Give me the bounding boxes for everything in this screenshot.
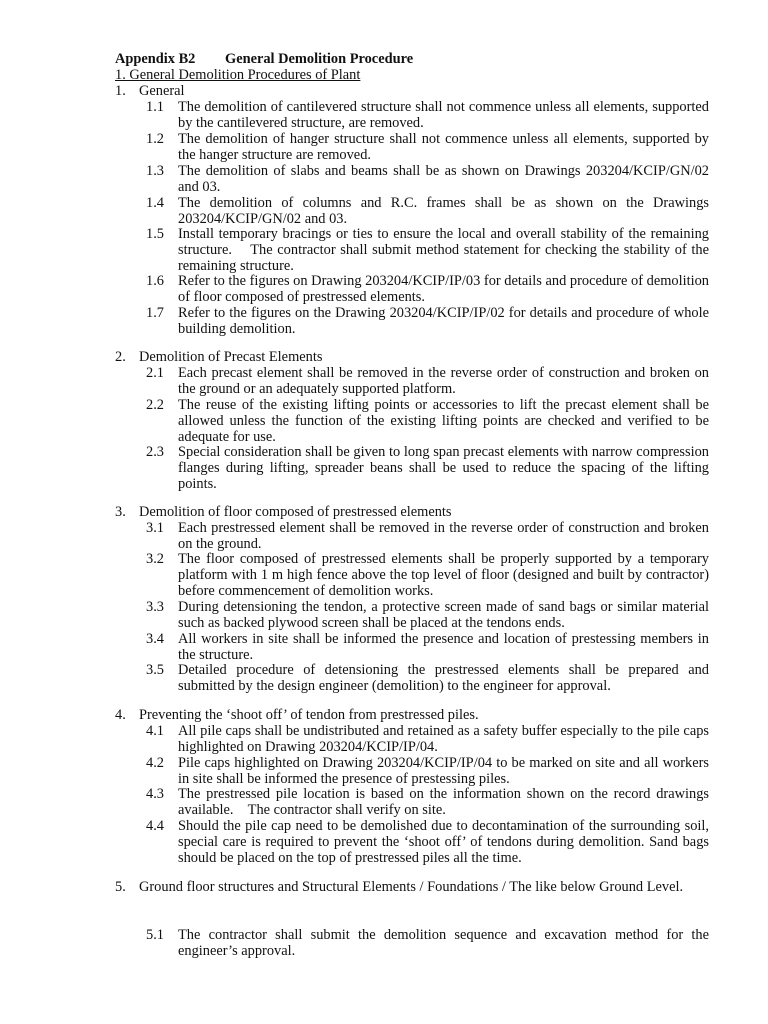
document-subtitle: 1. General Demolition Procedures of Plant (115, 67, 361, 83)
appendix-label: Appendix B2 (115, 51, 196, 67)
appendix-title (115, 52, 413, 68)
document-title: General Demolition Procedure (225, 51, 414, 67)
document-page: Appendix B2 General Demolition Procedure 1. General Demolition Procedures of Plant 1. General 1.1 The demolition of cantilevered structure shall not commence unless all elements, supported by the cantilevered structure, are removed. 1.2 The demolition of hanger structure shall not commence unless all elements, supported by the hanger structure are removed. 1.3 The demolition of slabs and beams shall be as shown on Drawings 203204/KCIP/GN/02 and 03. 1.4 The demolition of columns and R.C. frames shall be as shown on the Drawings 203204/KCIP/GN/02 and 03. 1.5 Install temporary bracings or ties to ensure the local and overall stability of the remaining structure. The contractor shall submit method statement for checking the stability of the remaining structure. 1.6 Refer to the figures on Drawing 203204/KCIP/IP/03 for details and procedure of demolition of floor composed of prestressed elements. 1.7 Refer to the figures on the Drawing 203204/KCIP/IP/02 for details and procedure of whole building demolition. 2. Demolition of Precast Elements 2.1 Each precast element shall be removed in the reverse order of construction and broken on the ground or an adequately supported platform. 2.2 The reuse of the existing lifting points or accessories to lift the precast element shall be allowed unless the function of the existing lifting points are checked and verified to be adequate for use. 2.3 Special consideration shall be given to long span precast elements with narrow compression flanges during lifting, spreader beans shall be used to reduce the spacing of the lifting points. 3. Demolition of floor composed of prestressed elements 3.1 Each prestressed element shall be removed in the reverse order of construction and broken on the ground. 3.2 The floor composed of prestressed elements shall be properly supported by a temporary platform with 1 m high fence above the top level of floor (designed and built by contractor) before commencement of demolition works. 3.3 During detensioning the tendon, a protective screen made of sand bags or similar material such as backed plywood screen shall be placed at the tendons ends. 3.4 All workers in site shall be informed the presence and location of prestessing members in the structure. 3.5 Detailed procedure of detensioning the prestressed elements shall be prepared and submitted by the design engineer (demolition) to the engineer for approval. 4. Preventing the ‘shoot off’ of tendon from prestressed piles. 4.1 All pile caps shall be undistributed and retained as a safety buffer especially to the pile caps highlighted on Drawing 203204/KCIP/IP/04. 4.2 Pile caps highlighted on Drawing 203204/KCIP/IP/04 to be marked on site and all workers in site shall be informed the presence of prestessing piles. 4.3 The prestressed pile location is based on the information shown on the record drawings available. The contractor shall verify on site. 4.4 Should the pile cap need to be demolished due to decontamination of the surrounding soil, special care is required to prevent the ‘shoot off’ of tendons during demolition. Sand bags should be placed on the top of prestressed piles all the time. 5. Ground floor structures and Structural Elements / Foundations / The like below Ground Level. 5.1 The contractor shall submit the demolition sequence and excavation method for the engineer’s approval. (115, 51, 709, 959)
